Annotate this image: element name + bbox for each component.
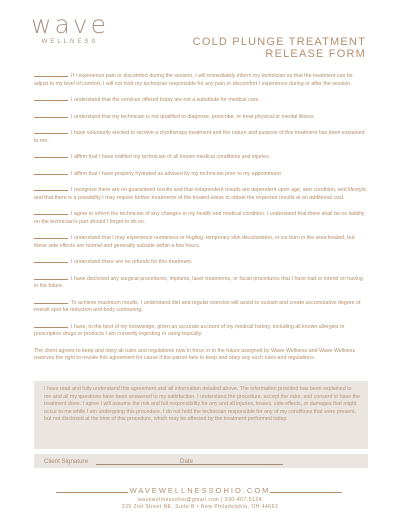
clause-text: I understand that I may experience numbness or tingling, temporary skin discoloration, or ice burn in the area treated, but these side effects are normal and generally subside within a few hours. <box>34 235 355 249</box>
clause <box>34 300 368 315</box>
form-title-line1: COLD PLUNGE TREATMENT <box>192 36 366 48</box>
rules-notice: The client agrees to keep and obey all rules and regulations now in force or in the future assigned by Wave Wellness and Wave Wellness reserves the right to revoke this agreement for cause if the patron fails to keep and obey any such rules and regulations. <box>34 347 356 361</box>
clause-text: I understand that my technician is not qualified to diagnose, prescribe, or treat physical or mental illness. <box>71 113 316 120</box>
logo-subtitle: WELLNESS <box>41 39 99 45</box>
initial-blank[interactable] <box>34 130 68 134</box>
initial-blank[interactable] <box>34 114 68 118</box>
clause <box>34 171 368 179</box>
logo-wordmark: wave <box>31 10 109 39</box>
initial-blank[interactable] <box>34 259 68 263</box>
footer-website: WAVEWELLNESSOHIO.COM <box>129 486 271 495</box>
initial-blank[interactable] <box>34 154 68 158</box>
client-signature-label: Client Signature <box>44 458 89 465</box>
clause <box>34 259 368 267</box>
acknowledgment-box <box>34 381 368 449</box>
date-label: Date <box>180 458 194 465</box>
clause-text: I recognize there are no guaranteed results and that independent results are dependent upon age, skin condition, and lifestyle, and that there is a possibility I may require further treatments of the treated areas to obtain the expected results at an additional cost. <box>34 187 368 201</box>
initial-blank[interactable] <box>34 276 68 280</box>
clause-text: I understand that the services offered today are not a substitute for medical care. <box>71 97 260 103</box>
initial-blank[interactable] <box>34 97 68 101</box>
clause-text: I have, to the best of my knowledge, given an accurate account of my medical history, including all known allergies or prescription drugs or products I am currently ingesting or using topically. <box>34 323 345 337</box>
form-body <box>34 73 368 363</box>
clause-text: I understand there are no refunds for this treatment. <box>71 259 193 265</box>
initial-blank[interactable] <box>34 235 68 239</box>
clause-text: I affirm that I have notified my technician of all known medical conditions and injuries. <box>71 154 271 160</box>
footer-rule-right <box>270 492 342 493</box>
date-field[interactable] <box>197 464 283 465</box>
clause-text: I agree to inform the technician of any changes in my health and medical condition. I understand that there shall be no liability on the technician's part should I forget to do so. <box>34 211 365 225</box>
initial-blank[interactable] <box>34 171 68 175</box>
wave-wellness-logo <box>30 12 110 45</box>
footer-address: 235 2nd Street NE, Suite B • New Philadelphia, OH 44663 <box>121 504 279 510</box>
clause <box>34 114 368 122</box>
clause-text: If I experience pain or discomfort during the session, I will immediately inform my technician so that the treatment can be adjust to my level of comfort. I will not hold my technician responsible for any pain or discomfort I experience during or after the session. <box>34 73 353 87</box>
clause <box>34 235 368 250</box>
footer-contact: wavewellnessohio@gmail.com | 330-407-5124 <box>138 497 262 503</box>
clause-text: To achieve maximum results, I understand diet and regular exercise will assist to sustain and create accumulative degree of overall spot fat reduction and body contouring. <box>34 299 361 313</box>
clause <box>34 130 368 145</box>
acknowledgment-text: I have read and fully understand this agreement and all information detailed above. The information provided has been explained to me and all my questions have been answered to my satisfaction. I understand the procedure, accept the risks, and consent to have the treatment done. I agree I will assume the risk and full responsibility for any and all injuries, losses, side effects, or damages that might occur to me while I am undergoing this procedure. I do not hold the technician responsible for any of my conditions that were present, but not disclosed at the time of this procedure, which may be affected by the treatment performed today. <box>44 386 360 423</box>
clause <box>34 97 368 105</box>
clause <box>34 276 368 291</box>
initial-blank[interactable] <box>34 324 68 328</box>
initial-blank[interactable] <box>34 187 68 191</box>
clause <box>34 187 368 202</box>
clause <box>34 154 368 162</box>
clause <box>34 73 368 88</box>
form-title-line2: RELEASE FORM <box>265 48 366 60</box>
clause-text: I have voluntarily elected to receive a cryotherapy treatment and the nature and purpose of this treatment has been explained to me. <box>34 130 365 144</box>
clause <box>34 211 368 226</box>
form-title <box>166 36 366 60</box>
clause-text: I affirm that I have properly hydrated as advised by my technician prior to my appointment <box>71 170 281 177</box>
initial-blank[interactable] <box>34 300 68 304</box>
clause-text: I have disclosed any surgical procedures, implants, laser treatments, or facial procedures that I have had or intend on having in the future. <box>34 275 363 289</box>
initial-blank[interactable] <box>34 211 68 215</box>
initial-blank[interactable] <box>34 73 68 77</box>
signature-row <box>34 454 368 468</box>
clause <box>34 324 368 339</box>
